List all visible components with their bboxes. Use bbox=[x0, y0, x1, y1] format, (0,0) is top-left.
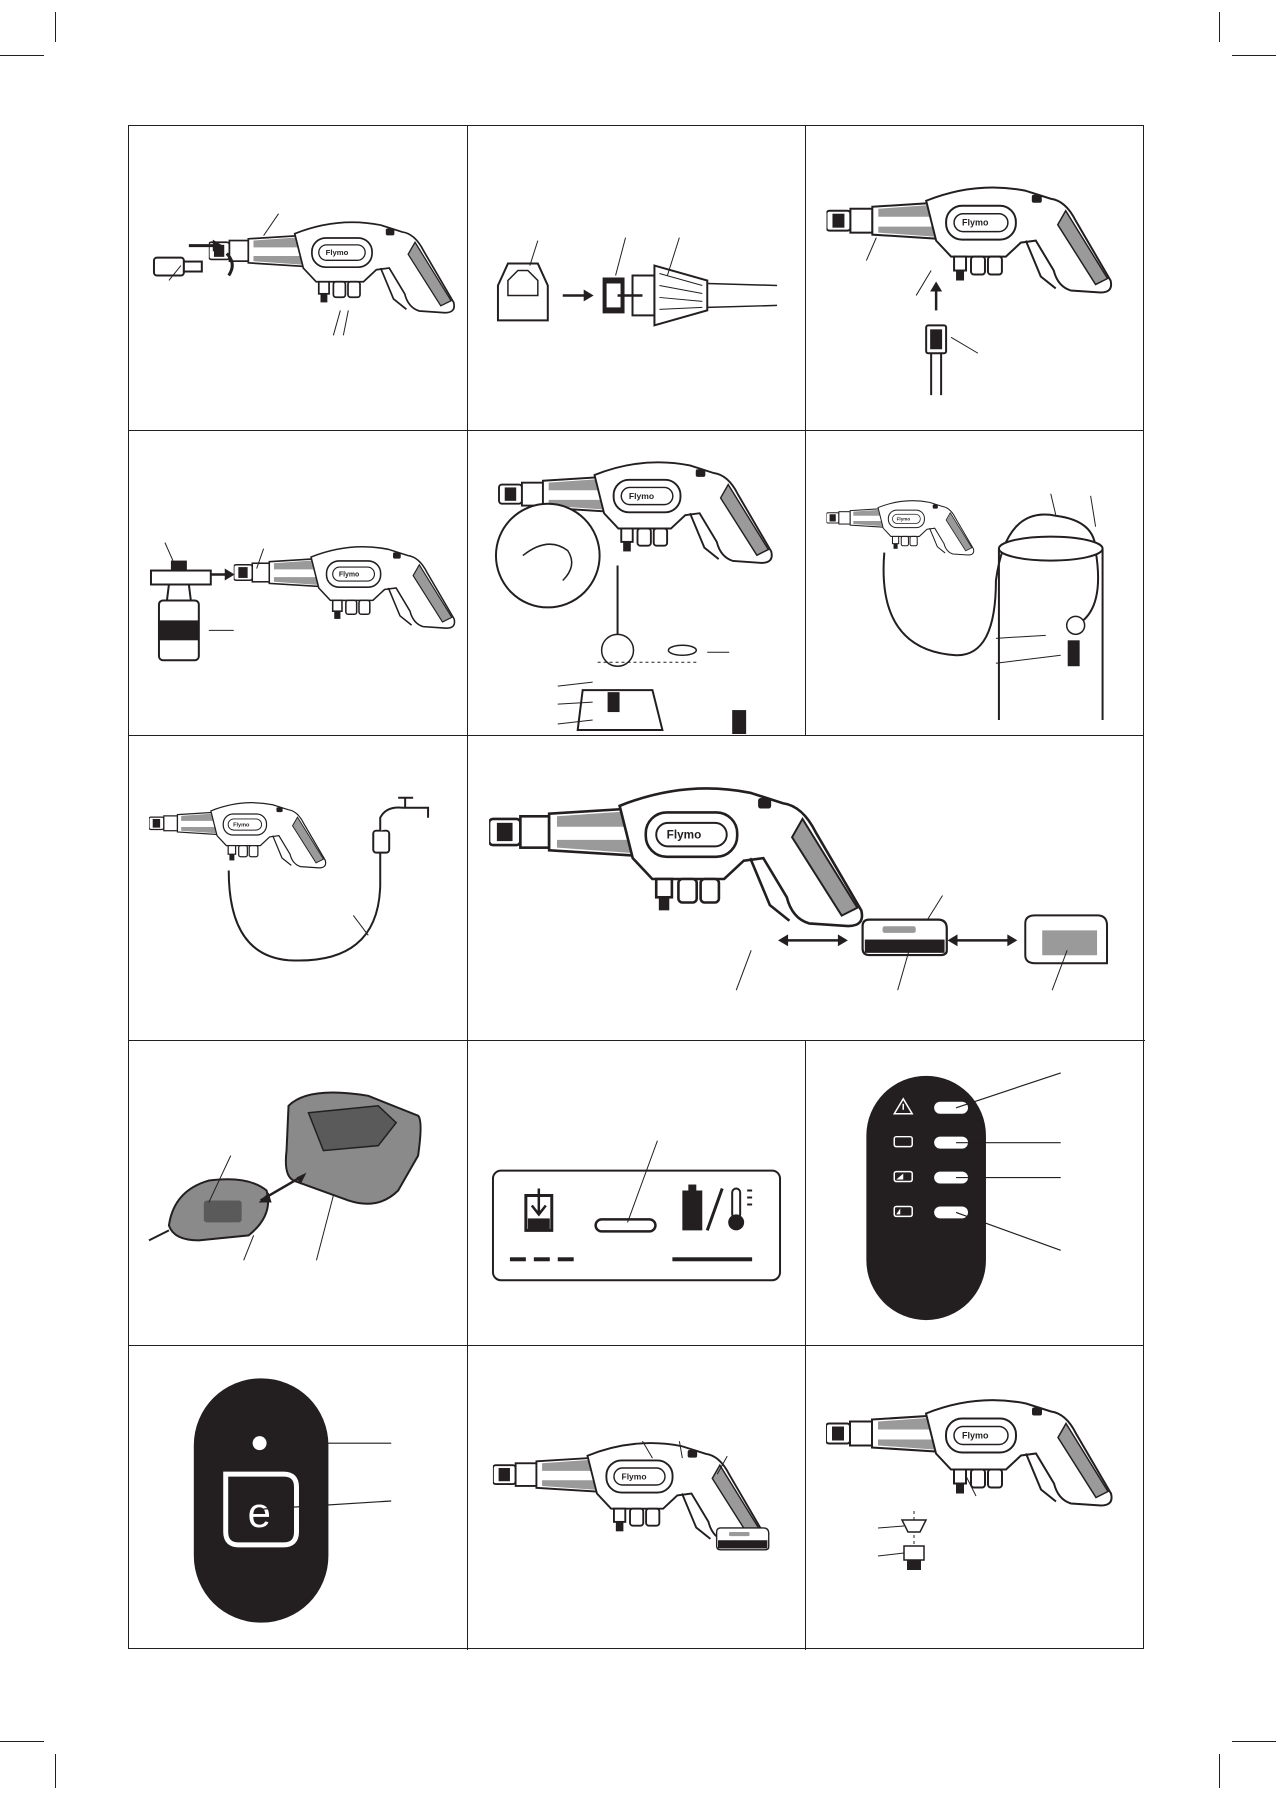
figure-battery-insert bbox=[468, 736, 1145, 1041]
figure-connect-hose bbox=[806, 126, 1144, 431]
crop-mark bbox=[1232, 1741, 1276, 1742]
figure-trigger-lock bbox=[468, 1346, 806, 1650]
crop-mark bbox=[55, 1754, 56, 1788]
figure-tap-connection bbox=[129, 736, 468, 1041]
figure-inlet-filter bbox=[806, 1346, 1144, 1650]
figure-control-display bbox=[468, 1041, 806, 1346]
crop-mark bbox=[1219, 1754, 1220, 1788]
instruction-figure-grid bbox=[128, 125, 1144, 1649]
crop-mark bbox=[55, 12, 56, 42]
figure-water-container bbox=[468, 431, 806, 736]
charger-logo-letter: e bbox=[247, 1488, 271, 1536]
crop-mark bbox=[1219, 12, 1220, 42]
figure-attach-nozzle bbox=[129, 126, 468, 431]
figure-indicator-panel bbox=[806, 1041, 1144, 1346]
figure-filter-assembly bbox=[468, 126, 806, 431]
crop-mark bbox=[1232, 55, 1276, 56]
figure-charger-logo-panel bbox=[129, 1346, 468, 1650]
crop-mark bbox=[0, 1741, 44, 1742]
figure-foam-bottle bbox=[129, 431, 468, 736]
figure-battery-charger bbox=[129, 1041, 468, 1346]
crop-mark bbox=[0, 55, 44, 56]
figure-bucket-suction bbox=[806, 431, 1144, 736]
